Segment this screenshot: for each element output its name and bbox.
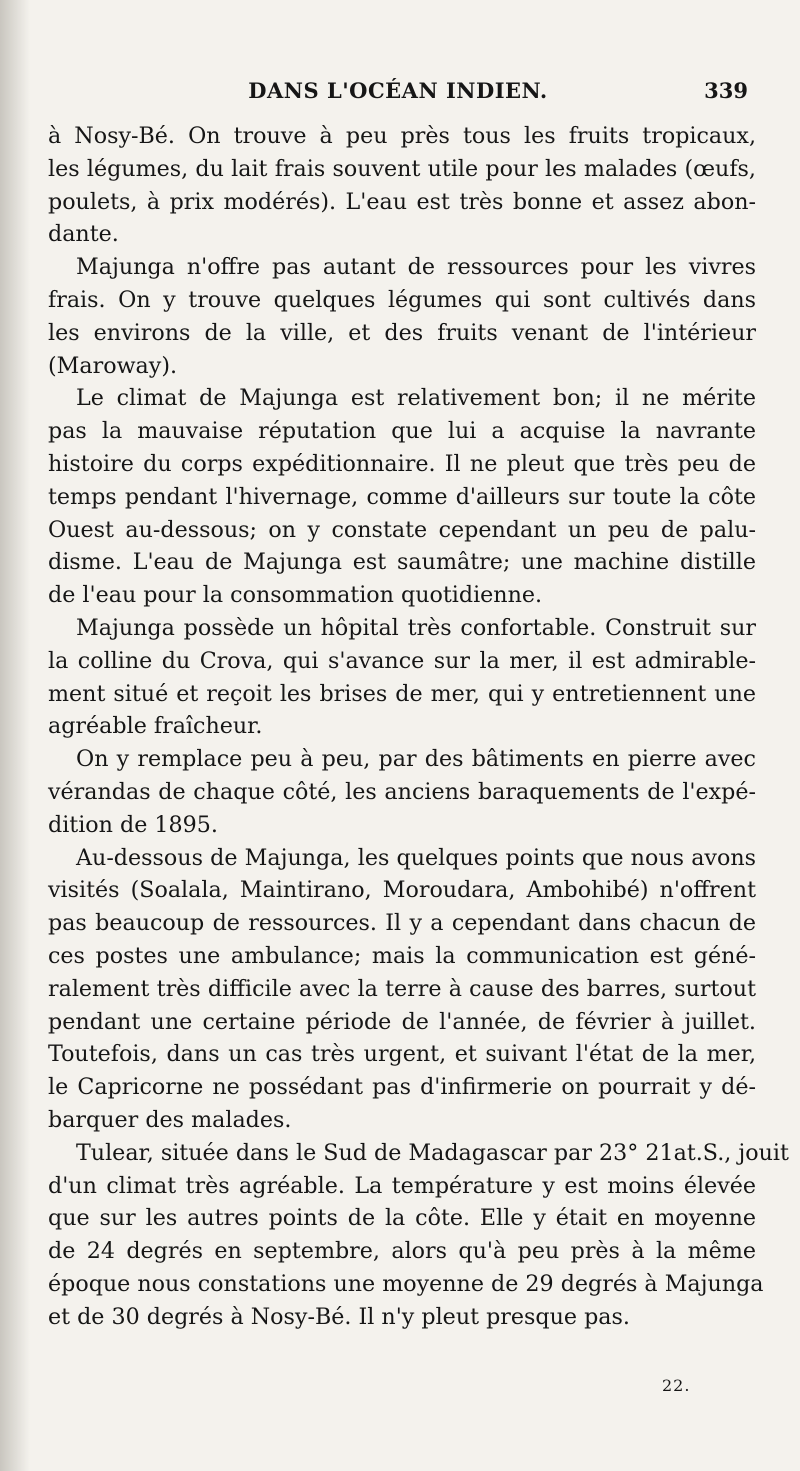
text-line: visités (Soalala, Maintirano, Moroudara, Ambohibé) n'offrent: [48, 877, 756, 904]
body-text: [48, 120, 789, 1333]
text-line: vérandas de chaque côté, les anciens baraquements de l'expé-: [48, 778, 756, 805]
text-line: les environs de la ville, et des fruits venant de l'intérieur: [48, 319, 756, 346]
running-head: DANS L'OCÉAN INDIEN.: [248, 78, 548, 103]
text-line: barquer des malades.: [48, 1106, 292, 1133]
text-line: Tulear, située dans le Sud de Madagascar par 23° 21at.S., jouit: [76, 1139, 789, 1166]
text-line: Le climat de Majunga est relativement bon; il ne mérite: [76, 385, 756, 412]
text-line: pas la mauvaise réputation que lui a acquise la navrante: [48, 418, 756, 445]
text-line: ment situé et reçoit les brises de mer, qui y entretiennent une: [48, 680, 756, 707]
text-line: le Capricorne ne possédant pas d'infirmerie on pourrait y dé-: [48, 1074, 756, 1101]
text-line: disme. L'eau de Majunga est saumâtre; une machine distille: [48, 549, 756, 576]
text-line: Ouest au-dessous; on y constate cependant un peu de palu-: [48, 516, 756, 543]
text-line: la colline du Crova, qui s'avance sur la mer, il est admirable-: [48, 647, 756, 674]
page-number: 339: [704, 78, 748, 103]
page-header: [48, 78, 748, 112]
text-line: On y remplace peu à peu, par des bâtiments en pierre avec: [76, 746, 756, 773]
text-line: temps pendant l'hivernage, comme d'ailleurs sur toute la côte: [48, 483, 756, 510]
text-line: dition de 1895.: [48, 811, 218, 838]
text-line: ces postes une ambulance; mais la communication est géné-: [48, 942, 756, 969]
text-line: pendant une certaine période de l'année, de février à juillet.: [48, 1008, 756, 1035]
text-line: frais. On y trouve quelques légumes qui sont cultivés dans: [48, 286, 756, 313]
text-line: à Nosy-Bé. On trouve à peu près tous les fruits tropicaux,: [48, 123, 756, 149]
binding-shadow: [0, 0, 30, 1471]
text-line: de l'eau pour la consommation quotidienne.: [48, 582, 543, 609]
text-line: pas beaucoup de ressources. Il y a cependant dans chacun de: [48, 910, 756, 937]
text-line: histoire du corps expéditionnaire. Il ne pleut que très peu de: [48, 450, 756, 477]
text-line: époque nous constations une moyenne de 29 degrés à Majunga: [48, 1270, 764, 1297]
text-line: agréable fraîcheur.: [48, 713, 263, 740]
text-line: poulets, à prix modérés). L'eau est très bonne et assez abon-: [48, 188, 756, 215]
text-line: Toutefois, dans un cas très urgent, et suivant l'état de la mer,: [48, 1041, 756, 1068]
text-line: Majunga n'offre pas autant de ressources pour les vivres: [76, 254, 756, 281]
text-line: (Maroway).: [48, 352, 178, 379]
text-line: les légumes, du lait frais souvent utile pour les malades (œufs,: [48, 155, 756, 182]
text-line: et de 30 degrés à Nosy-Bé. Il n'y pleut presque pas.: [48, 1303, 630, 1330]
text-line: Majunga possède un hôpital très confortable. Construit sur: [76, 614, 756, 641]
text-line: de 24 degrés en septembre, alors qu'à peu près à la même: [48, 1238, 756, 1265]
text-line: Au-dessous de Majunga, les quelques points que nous avons: [76, 844, 756, 871]
signature-mark: 22.: [662, 1376, 691, 1395]
text-line: que sur les autres points de la côte. Elle y était en moyenne: [48, 1205, 756, 1232]
text-line: ralement très difficile avec la terre à cause des barres, surtout: [48, 975, 756, 1002]
text-line: dante.: [48, 221, 119, 248]
text-line: d'un climat très agréable. La température y est moins élevée: [48, 1172, 756, 1199]
